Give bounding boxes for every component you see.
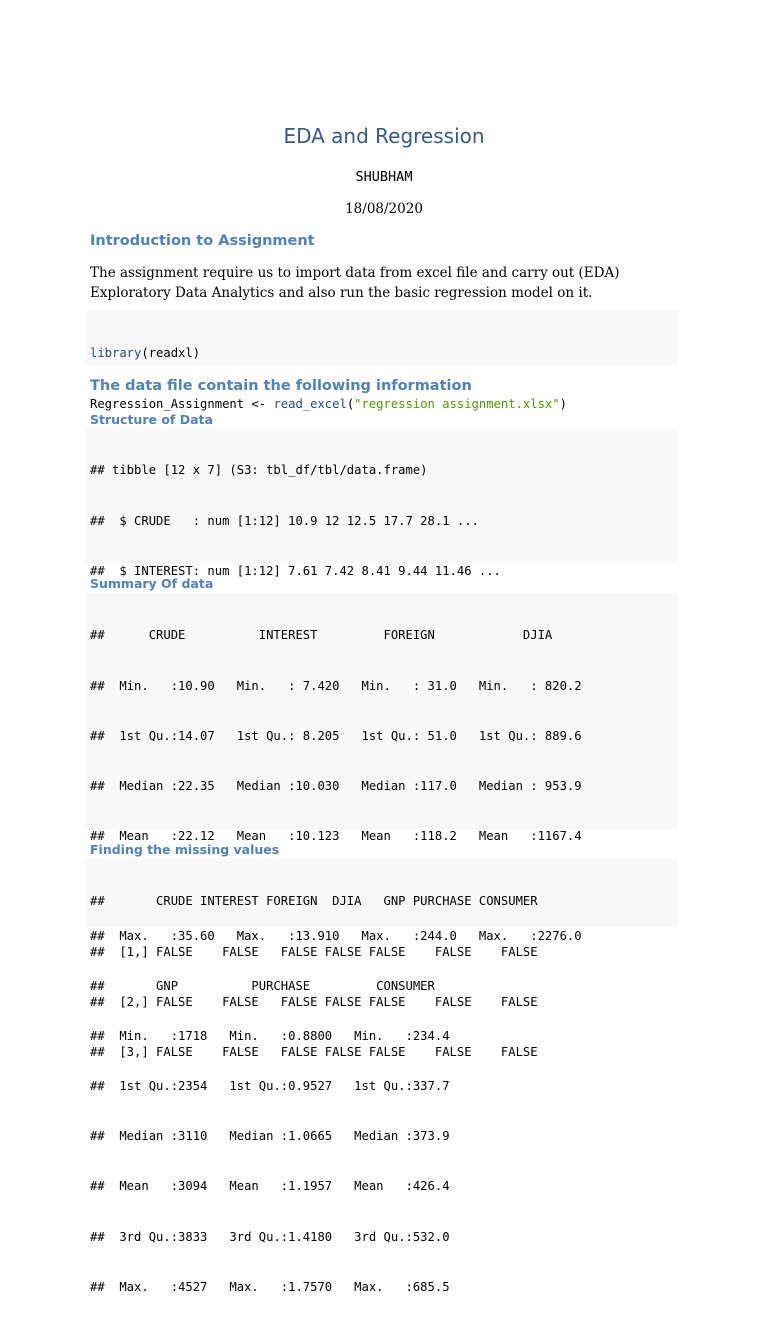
code-text: (	[346, 396, 355, 411]
output-line: ## 3rd Qu.:3833 3rd Qu.:1.4180 3rd Qu.:532.0	[90, 1229, 465, 1244]
output-line: ## [2,] FALSE FALSE FALSE FALSE FALSE FALSE FALSE	[90, 994, 538, 1009]
output-line: ## CRUDE INTEREST FOREIGN DJIA	[90, 628, 589, 643]
structure-heading: Structure of Data	[90, 412, 213, 427]
code-function: read_excel	[273, 396, 347, 411]
output-line: ## Max. :35.60 Max. :13.910 Max. :244.0 Max. :2276.0	[90, 928, 597, 943]
code-line	[90, 396, 674, 413]
intro-paragraph: The assignment require us to import data from excel file and carry out (EDA) Exploratory Data Analytics and also run the basic regression model on it.	[90, 265, 620, 301]
output-line: ## Median :22.35 Median :10.030 Median :117.0 Median : 953.9	[90, 778, 597, 793]
summary-heading: Summary Of data	[90, 576, 214, 591]
output-line: ## Min. :1718 Min. :0.8800 Min. :234.4	[90, 1029, 465, 1044]
output-line: ## Max. :4527 Max. :1.7570 Max. :685.5	[90, 1279, 465, 1294]
code-function: library	[90, 346, 142, 361]
code-text: Regression_Assignment <-	[90, 396, 274, 411]
output-line: ## 1st Qu.:14.07 1st Qu.: 8.205 1st Qu.: 51.0 1st Qu.: 889.6	[90, 728, 597, 743]
structure-output	[86, 428, 678, 578]
output-line: ## $ INTEREST: num [1:12] 7.61 7.42 8.41 9.44 11.46 ...	[90, 563, 501, 578]
output-line: ## Mean :22.12 Mean :10.123 Mean :118.2 Mean :1167.4	[90, 828, 597, 843]
output-line: ## [1,] FALSE FALSE FALSE FALSE FALSE FALSE FALSE	[90, 944, 538, 959]
missing-heading: Finding the missing values	[90, 842, 280, 857]
data-heading: The data file contain the following information	[90, 378, 472, 394]
output-line: ## Min. :10.90 Min. : 7.420 Min. : 31.0 Min. : 820.2	[90, 678, 597, 693]
output-line: ## Mean :3094 Mean :1.1957 Mean :426.4	[90, 1179, 465, 1194]
output-line: ## 1st Qu.:2354 1st Qu.:0.9527 1st Qu.:337.7	[90, 1079, 465, 1094]
output-line: ## GNP PURCHASE CONSUMER	[90, 979, 465, 994]
code-text: )	[559, 396, 567, 411]
output-line: ## [3,] FALSE FALSE FALSE FALSE FALSE FALSE FALSE	[90, 1044, 538, 1059]
output-line: ## $ CRUDE : num [1:12] 10.9 12 12.5 17.7 28.1 ...	[90, 513, 479, 528]
intro-heading: Introduction to Assignment	[90, 233, 315, 249]
code-string: "regression assignment.xlsx"	[354, 396, 560, 411]
code-line	[90, 345, 674, 362]
output-line: ## tibble [12 x 7] (S3: tbl_df/tbl/data.frame)	[90, 463, 428, 478]
document-date: 18/08/2020	[345, 201, 423, 217]
document-author: SHUBHAM	[355, 169, 413, 185]
document-title: EDA and Regression	[283, 124, 485, 148]
output-line: ## CRUDE INTEREST FOREIGN DJIA GNP PURCHASE CONSUMER	[90, 894, 538, 909]
code-text: (readxl)	[141, 346, 201, 361]
output-line: ## Median :3110 Median :1.0665 Median :373.9	[90, 1129, 465, 1144]
